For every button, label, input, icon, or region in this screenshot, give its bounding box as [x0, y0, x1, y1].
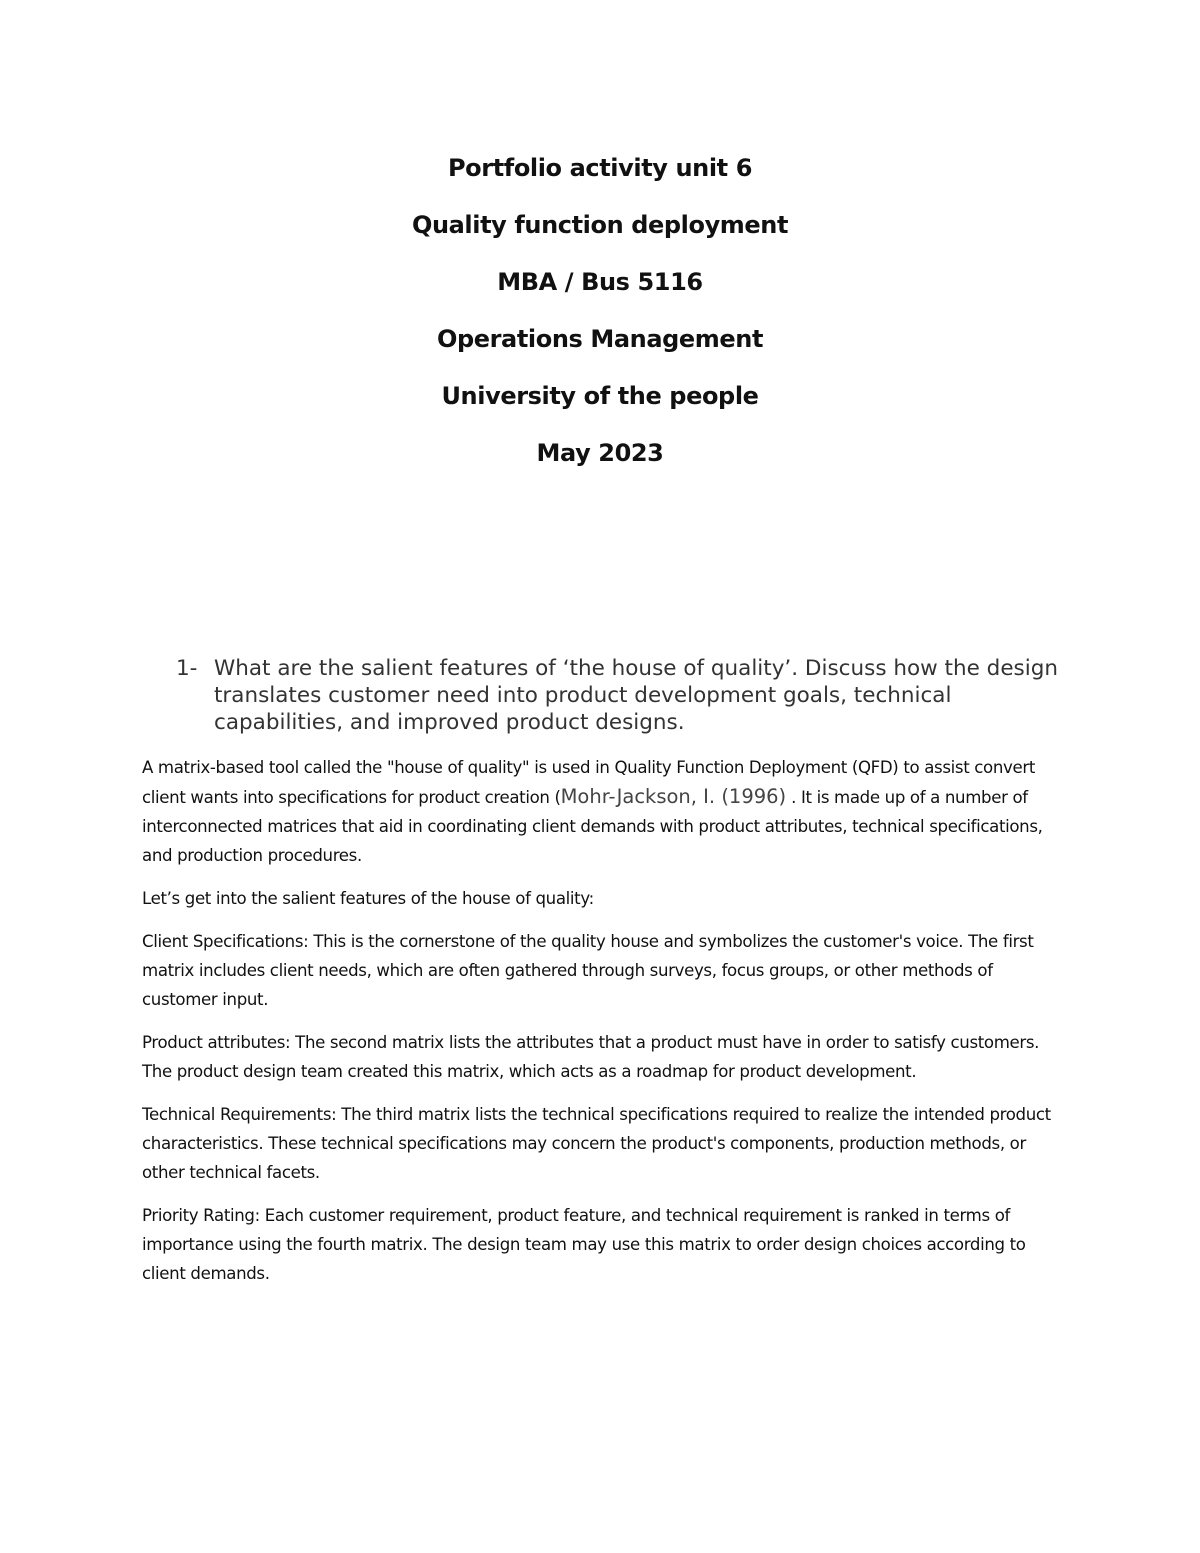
paragraph-intro-text-continued: . It is made up of a number of interconnected matrices that aid in coordinating client demands with product attributes, technical specifications, and production procedures.	[142, 788, 1043, 865]
paragraph-technical-requirements: Technical Requirements: The third matrix lists the technical specifications required to realize the intended product characteristics. These technical specifications may concern the product's components, production methods, or other technical facets.	[142, 1105, 1051, 1182]
course-name: Operations Management	[436, 325, 764, 353]
answer-body	[142, 753, 1062, 1302]
paragraph-intro-text: A matrix-based tool called the "house of quality" is used in Quality Function Deployment (QFD) to assist convert client wants into specifications for product creation (	[142, 758, 1035, 807]
paragraph-product-attributes: Product attributes: The second matrix lists the attributes that a product must have in order to satisfy customers. The product design team created this matrix, which acts as a roadmap for product development.	[142, 1033, 1040, 1081]
paragraph-intro	[142, 753, 1062, 870]
institution: University of the people	[441, 382, 759, 410]
paragraph-priority-rating: Priority Rating: Each customer requirement, product feature, and technical requirement is ranked in terms of importance using the fourth matrix. The design team may use this matrix to order design choices according to client demands.	[142, 1206, 1026, 1283]
title-block	[0, 140, 1200, 482]
document-subtitle: Quality function deployment	[411, 211, 789, 239]
question-number: 1-	[176, 656, 198, 681]
document-date: May 2023	[536, 439, 664, 467]
question-text: What are the salient features of ‘the house of quality’. Discuss how the design translates customer need into product development goals, technical capabilities, and improved product designs.	[214, 656, 1058, 735]
question-1	[176, 655, 1076, 736]
course-code: MBA / Bus 5116	[497, 268, 703, 296]
document-title: Portfolio activity unit 6	[447, 154, 752, 182]
paragraph-client-specifications: Client Specifications: This is the cornerstone of the quality house and symbolizes the customer's voice. The first matrix includes client needs, which are often gathered through surveys, focus groups, or other methods of customer input.	[142, 932, 1034, 1009]
citation: Mohr-Jackson, I. (1996)	[560, 785, 787, 808]
paragraph-features-lead: Let’s get into the salient features of the house of quality:	[142, 889, 594, 908]
